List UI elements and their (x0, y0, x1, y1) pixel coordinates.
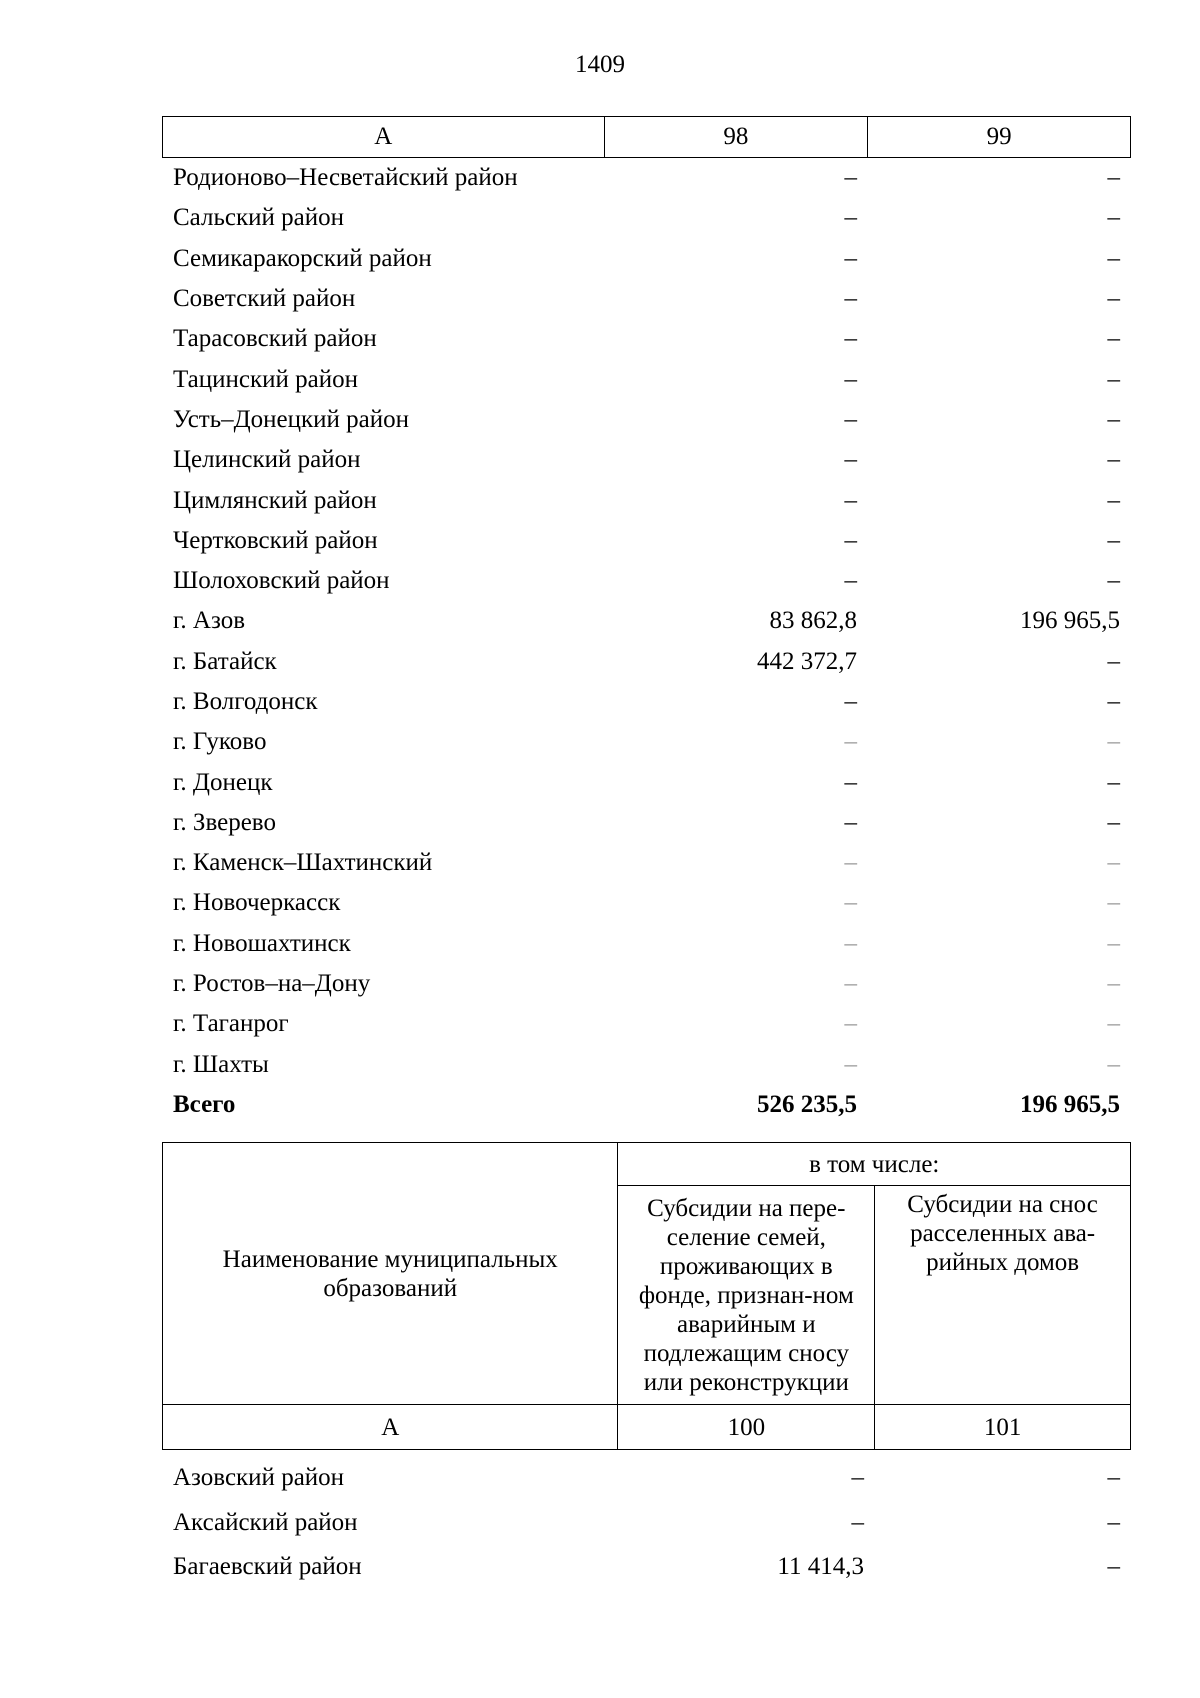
table-row (162, 1045, 1131, 1085)
row-value-99: – (1107, 1050, 1120, 1078)
row-name: Советский район (173, 285, 356, 313)
table-row (162, 803, 1131, 843)
row-name: Азовский район (173, 1464, 345, 1492)
table-row (162, 843, 1131, 883)
table1-header-col-98: 98 (604, 117, 868, 158)
row-name: г. Ростов–на–Дону (173, 970, 371, 998)
row-value-99: – (1107, 325, 1120, 353)
row-name: Багаевский район (173, 1553, 362, 1581)
table-row (162, 682, 1131, 722)
row-value-99: 196 965,5 (1020, 607, 1120, 635)
total-value-99: 196 965,5 (1020, 1090, 1120, 1118)
table1-header-col-99: 99 (868, 117, 1131, 158)
row-value-99: – (1107, 164, 1120, 192)
table2-header-col-100 (618, 1186, 875, 1405)
table2-header-name (163, 1143, 618, 1405)
row-name: Тацинский район (173, 365, 358, 393)
table2-header-group: в том числе: (618, 1143, 1131, 1186)
row-value-99: – (1107, 728, 1120, 756)
row-value-98: – (844, 970, 857, 998)
row-value-101: – (1107, 1464, 1120, 1492)
row-value-101: – (1107, 1553, 1120, 1581)
row-name: Целинский район (173, 446, 361, 474)
row-value-98: – (844, 728, 857, 756)
row-value-98: – (844, 1010, 857, 1038)
row-name: г. Батайск (173, 647, 277, 675)
table2-body (162, 1456, 1131, 1590)
table-row (162, 1456, 1131, 1501)
table-row (162, 924, 1131, 964)
row-value-99: – (1107, 889, 1120, 917)
row-value-98: – (844, 889, 857, 917)
row-value-99: – (1107, 204, 1120, 232)
row-value-98: – (844, 567, 857, 595)
row-value-100: – (851, 1508, 864, 1536)
table-row (162, 883, 1131, 923)
row-value-98: – (844, 446, 857, 474)
table-row (162, 480, 1131, 520)
table-row (162, 762, 1131, 802)
table-row (162, 1004, 1131, 1044)
row-value-99: – (1107, 405, 1120, 433)
row-name: Сальский район (173, 204, 344, 232)
row-name: Усть–Донецкий район (173, 405, 410, 433)
row-name: Чертковский район (173, 526, 378, 554)
table2-number-100: 100 (618, 1405, 875, 1450)
row-value-99: – (1107, 688, 1120, 715)
row-value-99: – (1107, 526, 1120, 554)
table-row (162, 601, 1131, 641)
row-name: г. Таганрог (173, 1010, 289, 1038)
row-value-99: – (1107, 647, 1120, 675)
row-name: г. Зверево (173, 808, 276, 836)
table-row (162, 642, 1131, 682)
table-row (162, 722, 1131, 762)
row-value-98: 83 862,8 (769, 607, 857, 635)
table2-number-101: 101 (875, 1405, 1131, 1450)
table-row (162, 440, 1131, 480)
row-value-99: – (1107, 365, 1120, 393)
table1-body (162, 158, 1131, 1125)
table-row (162, 319, 1131, 359)
table-row (162, 239, 1131, 279)
total-row (162, 1085, 1131, 1125)
row-value-98: – (844, 365, 857, 393)
table-row (162, 198, 1131, 238)
table2-header-col-101-text: Субсидии на снос расселенных ава-рийных домов (907, 1191, 1098, 1276)
table-row (162, 400, 1131, 440)
table1-header-col-a: А (163, 117, 605, 158)
row-name: Семикаракорский район (173, 244, 432, 272)
table-row (162, 1545, 1131, 1590)
row-value-98: – (844, 1050, 857, 1078)
table-row (162, 279, 1131, 319)
row-value-99: – (1107, 929, 1120, 957)
row-value-100: – (851, 1464, 864, 1492)
row-value-99: – (1107, 1010, 1120, 1038)
row-value-98: – (844, 325, 857, 353)
row-name: г. Донецк (173, 768, 273, 796)
row-value-98: – (844, 526, 857, 554)
row-name: Родионово–Несветайский район (173, 164, 518, 192)
row-value-99: – (1107, 446, 1120, 474)
row-name: Тарасовский район (173, 325, 377, 353)
row-value-98: – (844, 486, 857, 514)
row-value-99: – (1107, 486, 1120, 514)
table-row (162, 359, 1131, 399)
row-value-99: – (1107, 285, 1120, 313)
table2-header-name-text: Наименование муниципальных образований (222, 1245, 558, 1302)
table-row (162, 158, 1131, 198)
row-value-98: – (844, 808, 857, 836)
table-row (162, 561, 1131, 601)
row-name: г. Волгодонск (173, 688, 318, 715)
total-label: Всего (173, 1090, 236, 1118)
row-value-99: – (1107, 567, 1120, 595)
table2-number-a: А (163, 1405, 618, 1450)
row-value-98: – (844, 929, 857, 957)
table-row (162, 964, 1131, 1004)
row-value-99: – (1107, 808, 1120, 836)
row-name: г. Каменск–Шахтинский (173, 849, 433, 877)
row-name: г. Новошахтинск (173, 929, 351, 957)
row-value-98: – (844, 285, 857, 313)
row-value-101: – (1107, 1508, 1120, 1536)
row-value-98: – (844, 688, 857, 715)
row-value-99: – (1107, 849, 1120, 877)
table-row (162, 1501, 1131, 1546)
row-value-99: – (1107, 244, 1120, 272)
row-name: г. Шахты (173, 1050, 269, 1078)
table-row (162, 521, 1131, 561)
row-value-100: 11 414,3 (777, 1553, 864, 1581)
table1-header (162, 116, 1131, 158)
table2-header (162, 1142, 1131, 1450)
row-value-98: – (844, 244, 857, 272)
page-number: 1409 (575, 51, 625, 78)
row-value-98: 442 372,7 (757, 647, 857, 675)
row-name: г. Азов (173, 607, 246, 635)
row-value-98: – (844, 164, 857, 192)
row-name: г. Гуково (173, 728, 267, 756)
row-name: Цимлянский район (173, 486, 377, 514)
row-name: г. Новочеркасск (173, 889, 341, 917)
table2-header-col-101 (875, 1186, 1131, 1405)
row-value-98: – (844, 768, 857, 796)
row-value-98: – (844, 405, 857, 433)
row-value-98: – (844, 849, 857, 877)
row-value-99: – (1107, 768, 1120, 796)
table2-header-col-100-text: Субсидии на пере-селение семей, проживающих в фонде, признан-ном аварийным и подлежащим сносу или реконструкции (638, 1194, 854, 1396)
row-value-98: – (844, 204, 857, 232)
total-value-98: 526 235,5 (757, 1090, 857, 1118)
row-name: Шолоховский район (173, 567, 390, 595)
row-value-99: – (1107, 970, 1120, 998)
row-name: Аксайский район (173, 1508, 358, 1536)
